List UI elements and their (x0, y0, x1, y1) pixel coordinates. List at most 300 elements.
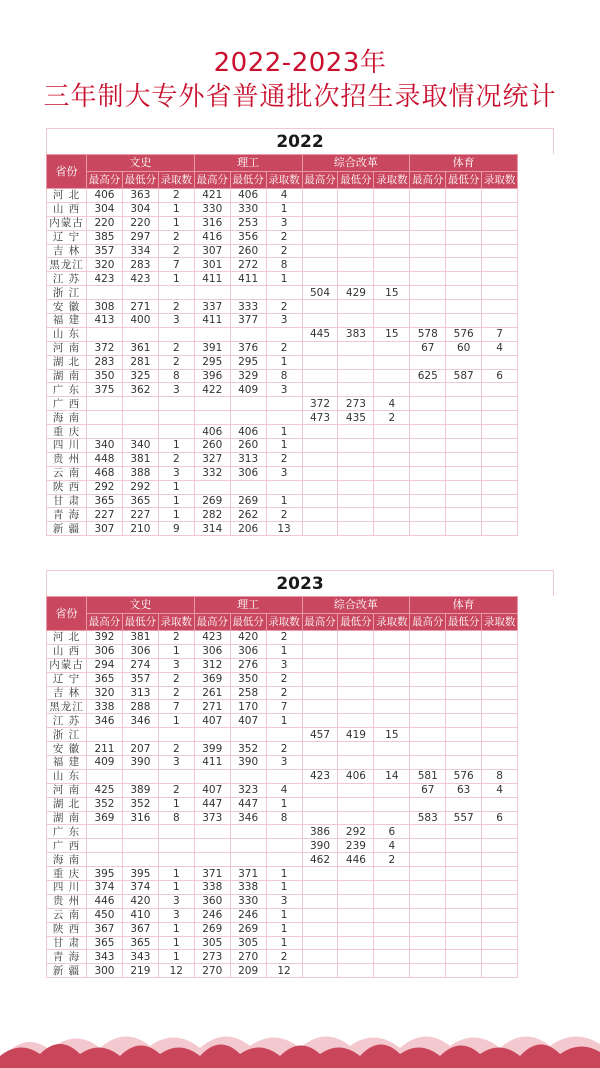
table-row (47, 439, 554, 453)
province-cell: 陕 西 (47, 922, 87, 936)
score-cell: 1 (158, 922, 194, 936)
score-cell (446, 964, 482, 978)
score-cell (266, 769, 302, 783)
score-cell: 2 (158, 341, 194, 355)
score-cell: 395 (122, 867, 158, 881)
score-cell (374, 644, 410, 658)
score-cell (158, 839, 194, 853)
score-cell (338, 811, 374, 825)
score-cell (87, 425, 123, 439)
sub-header: 录取数 (374, 614, 410, 631)
score-cell (374, 811, 410, 825)
score-cell (302, 383, 338, 397)
score-cell: 2 (266, 452, 302, 466)
score-cell: 316 (122, 811, 158, 825)
score-cell (158, 286, 194, 300)
score-cell: 258 (230, 686, 266, 700)
score-cell: 274 (122, 658, 158, 672)
score-cell: 292 (87, 480, 123, 494)
score-cell (374, 202, 410, 216)
table-row (47, 286, 554, 300)
score-cell: 1 (266, 797, 302, 811)
score-cell: 362 (122, 383, 158, 397)
score-cell (266, 825, 302, 839)
score-cell: 272 (230, 258, 266, 272)
score-cell (374, 425, 410, 439)
score-cell (194, 480, 230, 494)
score-cell (302, 867, 338, 881)
score-cell: 409 (230, 383, 266, 397)
score-cell (338, 922, 374, 936)
score-cell (266, 728, 302, 742)
score-cell (302, 881, 338, 895)
score-cell: 209 (230, 964, 266, 978)
table-row (47, 742, 554, 756)
score-cell (338, 894, 374, 908)
admission-table (46, 154, 554, 536)
score-cell: 260 (194, 439, 230, 453)
score-cell (410, 797, 446, 811)
province-cell: 河 北 (47, 189, 87, 203)
score-cell: 1 (266, 425, 302, 439)
score-cell (446, 950, 482, 964)
score-cell (374, 881, 410, 895)
score-cell (374, 216, 410, 230)
score-cell (446, 466, 482, 480)
score-cell (338, 936, 374, 950)
score-cell: 2 (158, 631, 194, 645)
province-cell: 贵 州 (47, 894, 87, 908)
score-cell: 377 (230, 314, 266, 328)
province-cell: 湖 南 (47, 811, 87, 825)
score-cell: 422 (194, 383, 230, 397)
score-cell (446, 658, 482, 672)
sub-header: 录取数 (158, 614, 194, 631)
score-cell (266, 411, 302, 425)
score-cell (446, 397, 482, 411)
score-cell: 365 (122, 936, 158, 950)
score-cell: 207 (122, 742, 158, 756)
province-cell: 内蒙古 (47, 216, 87, 230)
wave-decoration (0, 1020, 600, 1068)
table-row (47, 369, 554, 383)
score-cell (410, 825, 446, 839)
score-cell: 206 (230, 522, 266, 536)
score-cell (410, 936, 446, 950)
score-cell: 306 (230, 644, 266, 658)
score-cell (122, 327, 158, 341)
score-cell: 374 (87, 881, 123, 895)
score-cell (266, 839, 302, 853)
score-cell (446, 411, 482, 425)
province-cell: 江 苏 (47, 272, 87, 286)
score-cell: 7 (158, 700, 194, 714)
score-cell (230, 411, 266, 425)
score-cell: 2 (158, 672, 194, 686)
score-cell: 2 (266, 631, 302, 645)
score-cell (410, 881, 446, 895)
score-cell (446, 881, 482, 895)
province-cell: 河 南 (47, 783, 87, 797)
table-row (47, 728, 554, 742)
score-cell: 381 (122, 452, 158, 466)
score-cell (374, 314, 410, 328)
score-cell (482, 672, 518, 686)
score-cell (482, 272, 518, 286)
score-cell: 372 (87, 341, 123, 355)
score-cell (446, 644, 482, 658)
score-cell (158, 397, 194, 411)
score-cell: 395 (87, 867, 123, 881)
score-cell: 356 (230, 230, 266, 244)
score-cell: 332 (194, 466, 230, 480)
score-cell: 269 (194, 494, 230, 508)
year-heading: 2022 (46, 128, 554, 154)
score-cell: 407 (230, 714, 266, 728)
sub-header: 最高分 (302, 172, 338, 189)
score-cell: 1 (266, 881, 302, 895)
score-cell: 307 (194, 244, 230, 258)
score-cell (194, 411, 230, 425)
score-cell: 361 (122, 341, 158, 355)
score-cell (302, 756, 338, 770)
score-cell (410, 631, 446, 645)
score-cell (482, 839, 518, 853)
sub-header: 录取数 (266, 614, 302, 631)
province-cell: 安 徽 (47, 300, 87, 314)
score-cell: 15 (374, 286, 410, 300)
score-cell: 1 (158, 494, 194, 508)
score-cell: 2 (266, 686, 302, 700)
score-cell: 304 (87, 202, 123, 216)
score-cell (302, 522, 338, 536)
score-cell (374, 658, 410, 672)
score-cell (482, 314, 518, 328)
score-cell (410, 686, 446, 700)
score-cell: 2 (158, 452, 194, 466)
score-cell: 350 (230, 672, 266, 686)
score-cell: 304 (122, 202, 158, 216)
province-cell: 吉 林 (47, 244, 87, 258)
sub-header: 录取数 (158, 172, 194, 189)
table-row (47, 825, 554, 839)
score-cell (194, 839, 230, 853)
score-cell: 389 (122, 783, 158, 797)
score-cell: 1 (158, 508, 194, 522)
score-cell: 313 (122, 686, 158, 700)
score-cell: 390 (302, 839, 338, 853)
score-cell (410, 189, 446, 203)
score-cell (410, 397, 446, 411)
score-cell: 1 (266, 867, 302, 881)
table-row (47, 783, 554, 797)
sub-header: 录取数 (482, 614, 518, 631)
score-cell: 314 (194, 522, 230, 536)
province-cell: 云 南 (47, 908, 87, 922)
score-cell (87, 286, 123, 300)
province-cell: 江 苏 (47, 714, 87, 728)
score-cell (446, 314, 482, 328)
score-cell: 14 (374, 769, 410, 783)
score-cell: 1 (158, 936, 194, 950)
score-cell: 392 (87, 631, 123, 645)
score-cell: 473 (302, 411, 338, 425)
score-cell (482, 825, 518, 839)
score-cell (302, 644, 338, 658)
score-cell (410, 439, 446, 453)
province-cell: 山 西 (47, 644, 87, 658)
score-cell: 423 (302, 769, 338, 783)
score-cell: 8 (266, 258, 302, 272)
score-cell: 3 (158, 658, 194, 672)
score-cell (158, 425, 194, 439)
score-cell (482, 853, 518, 867)
score-cell (338, 272, 374, 286)
score-cell: 1 (266, 439, 302, 453)
score-cell (374, 522, 410, 536)
score-cell: 4 (266, 783, 302, 797)
table-row (47, 480, 554, 494)
score-cell: 297 (122, 230, 158, 244)
admission-table (46, 596, 554, 978)
score-cell: 281 (122, 355, 158, 369)
score-cell: 15 (374, 728, 410, 742)
score-cell (302, 369, 338, 383)
province-cell: 青 海 (47, 950, 87, 964)
score-cell (338, 658, 374, 672)
score-cell (410, 230, 446, 244)
score-cell (482, 355, 518, 369)
score-cell: 306 (194, 644, 230, 658)
score-cell: 425 (87, 783, 123, 797)
score-cell: 67 (410, 783, 446, 797)
score-cell (302, 272, 338, 286)
score-cell: 306 (122, 644, 158, 658)
score-cell: 260 (230, 439, 266, 453)
score-cell: 7 (482, 327, 518, 341)
province-cell: 河 南 (47, 341, 87, 355)
score-cell (410, 894, 446, 908)
score-cell (374, 700, 410, 714)
score-cell (482, 714, 518, 728)
score-cell: 295 (230, 355, 266, 369)
score-cell: 2 (266, 742, 302, 756)
province-cell: 安 徽 (47, 742, 87, 756)
score-cell: 320 (87, 258, 123, 272)
table-row (47, 964, 554, 978)
score-cell (482, 230, 518, 244)
province-cell: 四 川 (47, 439, 87, 453)
score-cell (482, 686, 518, 700)
table-row (47, 397, 554, 411)
score-cell: 2 (158, 355, 194, 369)
score-cell (338, 480, 374, 494)
score-cell: 406 (230, 425, 266, 439)
score-cell (87, 327, 123, 341)
score-cell (302, 936, 338, 950)
score-cell (230, 286, 266, 300)
score-cell (230, 825, 266, 839)
score-cell (410, 216, 446, 230)
score-cell (302, 452, 338, 466)
score-cell (446, 216, 482, 230)
score-cell (482, 700, 518, 714)
table-row (47, 672, 554, 686)
score-cell: 2 (158, 783, 194, 797)
score-cell (302, 494, 338, 508)
table-row (47, 244, 554, 258)
score-cell (410, 466, 446, 480)
score-cell: 246 (230, 908, 266, 922)
score-cell (302, 964, 338, 978)
score-cell: 316 (194, 216, 230, 230)
score-cell: 416 (194, 230, 230, 244)
score-cell (446, 853, 482, 867)
score-cell: 330 (194, 202, 230, 216)
score-cell (446, 300, 482, 314)
score-cell (302, 631, 338, 645)
sub-header: 最高分 (194, 172, 230, 189)
score-cell: 367 (87, 922, 123, 936)
score-cell (230, 327, 266, 341)
score-cell (338, 202, 374, 216)
page-header (0, 46, 600, 114)
score-cell (410, 522, 446, 536)
score-cell: 411 (194, 314, 230, 328)
province-cell: 广 东 (47, 383, 87, 397)
score-cell (158, 327, 194, 341)
score-cell (410, 867, 446, 881)
score-cell: 390 (122, 756, 158, 770)
score-cell: 227 (122, 508, 158, 522)
score-cell: 3 (266, 383, 302, 397)
score-cell (338, 355, 374, 369)
score-cell: 406 (338, 769, 374, 783)
score-cell (87, 825, 123, 839)
score-cell: 346 (230, 811, 266, 825)
score-cell: 373 (194, 811, 230, 825)
table-row (47, 894, 554, 908)
score-cell (302, 783, 338, 797)
score-cell: 386 (302, 825, 338, 839)
score-cell (482, 936, 518, 950)
score-cell (374, 189, 410, 203)
score-cell (374, 964, 410, 978)
score-cell (374, 355, 410, 369)
score-cell: 8 (482, 769, 518, 783)
score-cell: 1 (158, 881, 194, 895)
score-cell (482, 216, 518, 230)
province-cell: 福 建 (47, 314, 87, 328)
score-cell: 2 (374, 853, 410, 867)
score-cell: 253 (230, 216, 266, 230)
province-cell: 甘 肃 (47, 494, 87, 508)
score-cell (446, 439, 482, 453)
score-cell: 330 (230, 202, 266, 216)
score-cell: 383 (338, 327, 374, 341)
score-cell: 12 (158, 964, 194, 978)
score-cell (338, 189, 374, 203)
score-cell (446, 700, 482, 714)
province-cell: 山 东 (47, 327, 87, 341)
province-header: 省份 (47, 597, 87, 631)
table-row (47, 216, 554, 230)
score-cell (482, 881, 518, 895)
score-cell: 421 (194, 189, 230, 203)
sub-header: 录取数 (374, 172, 410, 189)
score-cell: 576 (446, 769, 482, 783)
province-cell: 山 西 (47, 202, 87, 216)
score-cell: 283 (122, 258, 158, 272)
sub-header: 录取数 (266, 172, 302, 189)
score-cell: 557 (446, 811, 482, 825)
score-cell: 4 (482, 341, 518, 355)
score-cell: 2 (266, 341, 302, 355)
score-cell (302, 894, 338, 908)
score-cell: 8 (266, 811, 302, 825)
score-cell (122, 769, 158, 783)
score-cell: 374 (122, 881, 158, 895)
score-cell: 338 (194, 881, 230, 895)
score-cell (410, 700, 446, 714)
score-cell (338, 466, 374, 480)
score-cell: 330 (230, 894, 266, 908)
table-row (47, 452, 554, 466)
score-cell (482, 494, 518, 508)
score-cell: 170 (230, 700, 266, 714)
score-cell: 273 (338, 397, 374, 411)
table-row (47, 272, 554, 286)
province-cell: 贵 州 (47, 452, 87, 466)
table-row (47, 922, 554, 936)
table-row (47, 853, 554, 867)
score-cell (266, 397, 302, 411)
sub-header: 录取数 (482, 172, 518, 189)
score-cell (482, 258, 518, 272)
score-cell (87, 769, 123, 783)
table-row (47, 769, 554, 783)
table-row (47, 797, 554, 811)
score-cell: 3 (266, 314, 302, 328)
score-cell (482, 202, 518, 216)
score-cell: 340 (122, 439, 158, 453)
score-cell (374, 936, 410, 950)
score-cell: 2 (158, 244, 194, 258)
score-cell (302, 189, 338, 203)
score-cell: 1 (266, 202, 302, 216)
score-cell (158, 853, 194, 867)
score-cell (410, 742, 446, 756)
score-cell: 63 (446, 783, 482, 797)
score-cell: 320 (87, 686, 123, 700)
score-cell (302, 425, 338, 439)
score-cell (302, 686, 338, 700)
province-cell: 黑龙江 (47, 700, 87, 714)
score-cell: 446 (87, 894, 123, 908)
score-cell (446, 728, 482, 742)
score-cell: 376 (230, 341, 266, 355)
province-cell: 湖 南 (47, 369, 87, 383)
score-cell (158, 728, 194, 742)
province-cell: 吉 林 (47, 686, 87, 700)
score-cell (338, 452, 374, 466)
score-cell: 260 (230, 244, 266, 258)
score-cell (338, 258, 374, 272)
score-cell (338, 686, 374, 700)
score-cell: 306 (230, 466, 266, 480)
score-cell: 269 (230, 494, 266, 508)
score-cell: 334 (122, 244, 158, 258)
